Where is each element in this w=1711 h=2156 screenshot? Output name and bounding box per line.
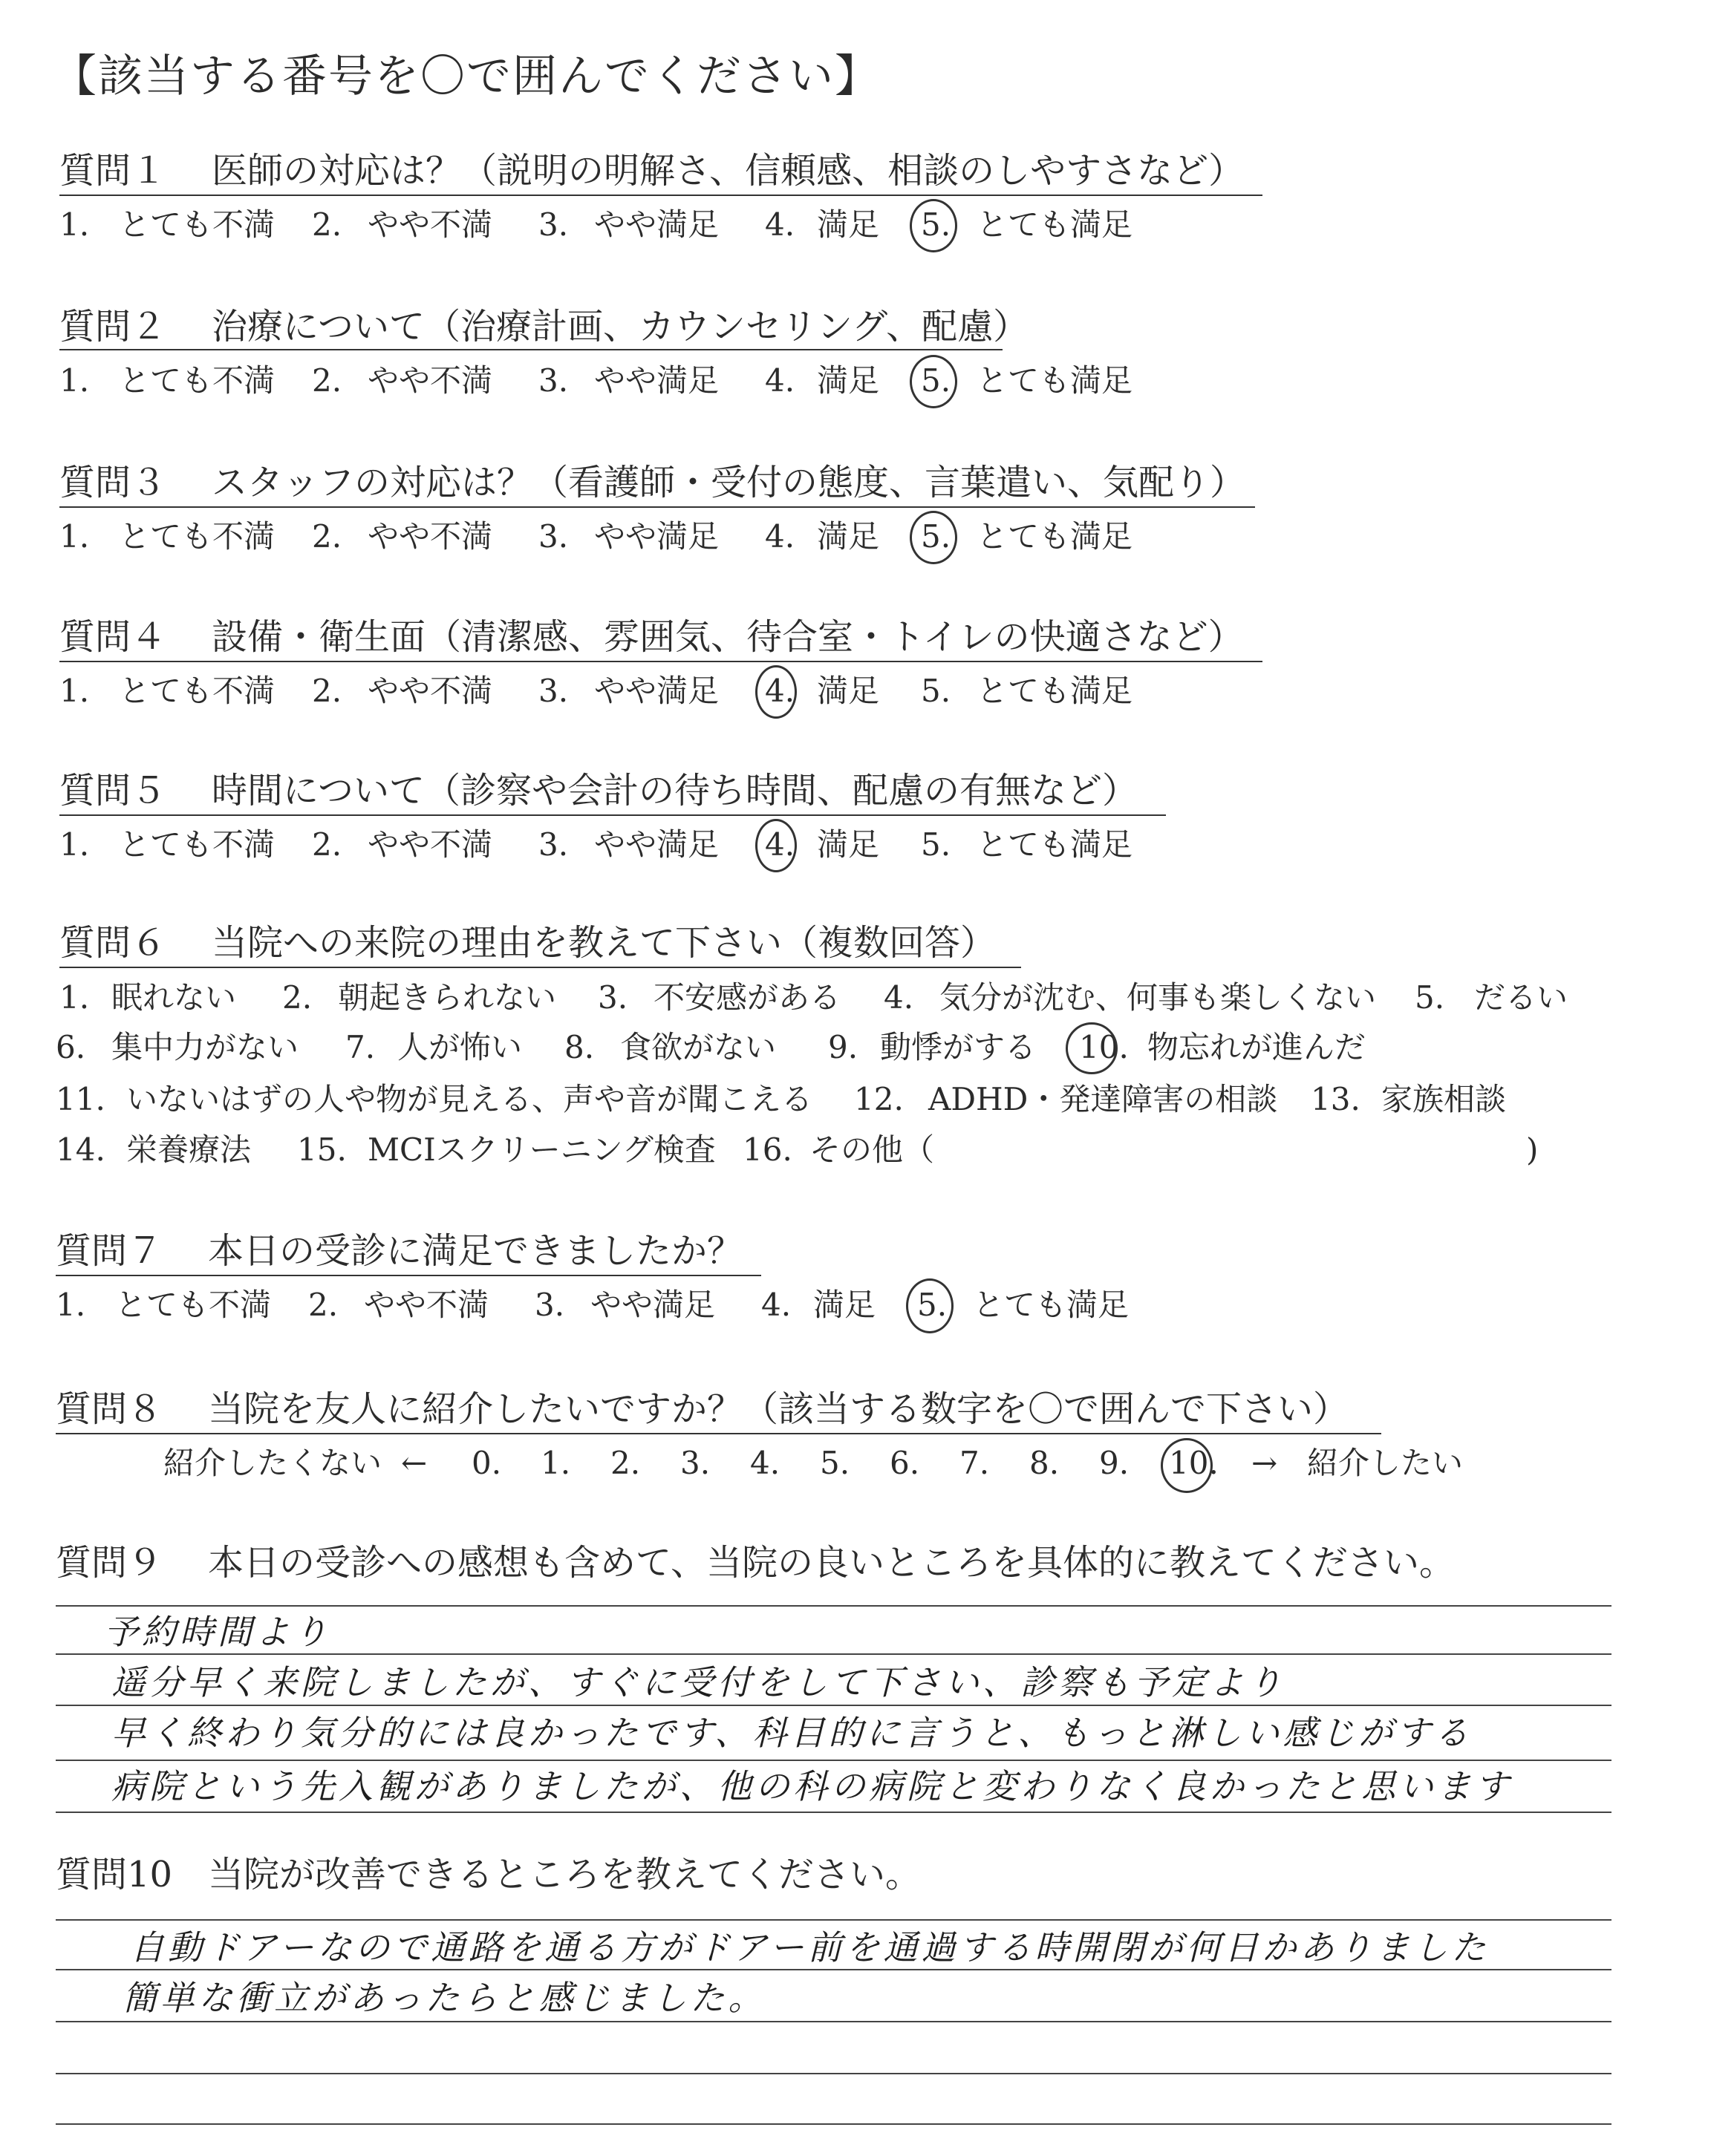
reason-9-num: 9. [828,1029,858,1065]
option-4-num: 4. [765,206,795,243]
question-6-title [59,921,996,965]
scale-right-arrow: → [1251,1445,1278,1481]
option-2-label: やや不満 [368,362,493,399]
scale-value-6: 6. [890,1445,920,1481]
option-3-num: 3. [538,673,569,709]
question-6-number: 質問６ [59,922,167,964]
option-1-num: 1. [59,673,90,709]
reason-10-num: 10. [1079,1029,1129,1065]
question-9-title [56,1541,1455,1585]
option-3-label: やや満足 [594,206,720,243]
question-3-underline [59,506,1255,508]
option-1-num: 1. [59,518,90,555]
option-1-label: とても不満 [115,1287,272,1323]
q10-ruled-line-2 [56,1969,1611,1970]
option-2-num: 2. [312,362,342,399]
option-1-label: とても不満 [119,673,276,709]
option-1-label: とても不満 [119,362,276,399]
option-5-label: とても満足 [977,362,1133,399]
option-4-num: 4. [765,673,795,709]
reason-3-label: 不安感がある [654,979,841,1016]
reason-12-num: 12. [854,1081,904,1117]
reason-13-num: 13. [1311,1081,1360,1117]
option-1-num: 1. [56,1287,86,1323]
option-2-label: やや不満 [368,673,493,709]
scale-value-10: 10. [1169,1445,1219,1481]
reason-6-num: 6. [56,1029,86,1065]
option-3-num: 3. [538,518,569,555]
scale-value-9: 9. [1099,1445,1130,1481]
q9-ruled-line-3 [56,1705,1611,1706]
option-4-label: 満足 [817,518,880,555]
question-6-text: 当院への来院の理由を教えて下さい（複数回答） [212,922,997,964]
scale-right-label: 紹介したい [1307,1445,1464,1481]
question-5-number: 質問５ [59,770,167,811]
page-header: 【該当する番号を〇で囲んでください】 [52,50,881,102]
reason-14-num: 14. [56,1131,105,1168]
question-2-underline [59,349,1003,350]
q9-answer-line-1: 予約時間より [104,1612,331,1652]
option-2-num: 2. [312,673,342,709]
option-3-label: やや満足 [594,673,720,709]
option-3-label: やや満足 [590,1287,716,1323]
question-5-title [59,768,1138,813]
option-2-label: やや不満 [364,1287,489,1323]
option-2-label: やや不満 [368,518,493,555]
question-5-text: 時間について（診察や会計の待ち時間、配慮の有無など） [212,770,1138,811]
q9-ruled-line-1 [56,1605,1611,1607]
reason-15-label: MCIスクリーニング検査 [368,1131,716,1168]
question-4-title [59,615,1244,659]
question-2-selected-circle [910,355,957,408]
option-1-label: とても不満 [119,206,276,243]
question-1-underline [59,195,1262,196]
option-5-num: 5. [921,673,951,709]
reason-3-num: 3. [598,979,628,1016]
q10-ruled-line-5 [56,2123,1611,2125]
q9-ruled-line-5 [56,1812,1611,1813]
option-2-num: 2. [308,1287,339,1323]
option-3-label: やや満足 [594,826,720,863]
question-7-selected-circle [906,1278,954,1333]
option-4-label: 満足 [817,673,880,709]
reason-16-label: その他（ [809,1131,935,1168]
option-4-num: 4. [761,1287,792,1323]
question-1-selected-circle [910,199,957,252]
question-3-number: 質問３ [59,462,167,503]
q10-ruled-line-4 [56,2073,1611,2074]
reason-16-num: 16. [743,1131,792,1168]
scale-left-arrow: ← [401,1445,428,1481]
question-4-underline [59,661,1262,662]
option-3-label: やや満足 [594,518,720,555]
question-2-title [59,304,1029,349]
question-3-title [59,460,1245,505]
scale-value-3: 3. [680,1445,711,1481]
question-8-underline [56,1433,1381,1434]
reason-4-label: 気分が沈む、何事も楽しくない [939,979,1377,1016]
question-6-underline [59,967,1021,968]
reason-8-label: 食欲がない [620,1029,777,1065]
question-2-number: 質問２ [59,306,167,347]
reason-11-num: 11. [56,1081,105,1117]
option-5-label: とても満足 [977,518,1133,555]
reason-13-label: 家族相談 [1381,1081,1507,1117]
question-1-text: 医師の対応は？（説明の明解さ、信頼感、相談のしやすさなど） [212,150,1245,192]
scale-value-7: 7. [959,1445,990,1481]
q10-answer-line-2: 簡単な衝立があったらと感じました。 [123,1978,766,2018]
option-4-num: 4. [765,362,795,399]
option-3-num: 3. [538,206,569,243]
question-3-text: スタッフの対応は？（看護師・受付の態度、言葉遣い、気配り） [212,462,1246,503]
q10-ruled-line-1 [56,1919,1611,1921]
option-2-num: 2. [312,826,342,863]
scale-value-8: 8. [1029,1445,1060,1481]
option-5-num: 5. [921,826,951,863]
reason-10-label: 物忘れが進んだ [1147,1029,1366,1065]
reason-1-label: 眠れない [111,979,237,1016]
reason-1-num: 1. [59,979,90,1016]
option-5-num: 5. [921,362,951,399]
option-2-num: 2. [312,518,342,555]
option-3-num: 3. [538,826,569,863]
option-3-num: 3. [538,362,569,399]
q10-ruled-line-3 [56,2021,1611,2022]
question-1-title [59,148,1244,193]
question-8-selected-circle [1161,1438,1213,1493]
question-3-selected-circle [910,511,957,564]
question-4-text: 設備・衛生面（清潔感、雰囲気、待合室・トイレの快適さなど） [212,616,1244,658]
option-4-label: 満足 [817,362,880,399]
question-4-selected-circle [755,665,797,719]
reason-5-num: 5. [1415,979,1445,1016]
question-10-number: 質問10 [56,1854,173,1895]
q9-ruled-line-2 [56,1653,1611,1655]
option-5-num: 5. [921,518,951,555]
scale-value-2: 2. [610,1445,641,1481]
question-9-text: 本日の受診への感想も含めて、当院の良いところを具体的に教えてください。 [208,1542,1456,1584]
reason-5-label: だるい [1474,979,1568,1016]
reason-11-label: いないはずの人や物が見える、声や音が聞こえる [126,1081,813,1117]
option-5-label: とても満足 [977,673,1133,709]
reason-6-label: 集中力がない [111,1029,299,1065]
option-1-num: 1. [59,826,90,863]
option-5-num: 5. [917,1287,948,1323]
option-5-label: とても満足 [977,826,1133,863]
option-4-label: 満足 [817,826,880,863]
question-8-title [56,1387,1349,1431]
option-4-num: 4. [765,518,795,555]
question-4-number: 質問４ [59,616,167,658]
reason-14-label: 栄養療法 [126,1131,252,1168]
question-5-underline [59,814,1166,816]
option-2-num: 2. [312,206,342,243]
reason-4-num: 4. [884,979,914,1016]
scale-value-5: 5. [820,1445,850,1481]
option-4-label: 満足 [817,206,880,243]
scale-value-4: 4. [750,1445,780,1481]
question-7-number: 質問７ [56,1230,163,1272]
reason-7-num: 7. [345,1029,376,1065]
question-10-title [56,1852,921,1897]
question-7-underline [56,1275,761,1276]
scale-value-1: 1. [541,1445,571,1481]
option-3-num: 3. [535,1287,565,1323]
option-2-label: やや不満 [368,206,493,243]
reason-15-num: 15. [297,1131,347,1168]
question-9-number: 質問９ [56,1542,163,1584]
option-5-num: 5. [921,206,951,243]
option-1-label: とても不満 [119,826,276,863]
q9-answer-line-2: 遥分早く来院しましたが、すぐに受付をして下さい、診察も予定より [111,1662,1285,1702]
scale-value-0: 0. [472,1445,502,1481]
reason-16-close: ) [1526,1131,1539,1168]
question-5-selected-circle [755,819,797,872]
option-5-label: とても満足 [977,206,1133,243]
option-4-num: 4. [765,826,795,863]
reason-7-label: 人が怖い [397,1029,523,1065]
question-1-number: 質問１ [59,150,167,192]
q9-answer-line-4: 病院という先入観がありましたが、他の科の病院と変わりなく良かったと思います [111,1766,1513,1806]
question-2-text: 治療について（治療計画、カウンセリング、配慮） [212,306,1029,347]
q10-answer-line-1: 自動ドアーなので通路を通る方がドアー前を通過する時開閉が何日かありました [130,1927,1490,1967]
reason-8-num: 8. [564,1029,595,1065]
question-6-selected-circle [1066,1022,1118,1074]
option-1-label: とても不満 [119,518,276,555]
question-10-text: 当院が改善できるところを教えてください。 [208,1854,922,1895]
scale-left-label: 紹介したくない [163,1445,382,1481]
reason-2-num: 2. [282,979,313,1016]
option-2-label: やや不満 [368,826,493,863]
question-7-title [56,1229,743,1273]
question-8-number: 質問８ [56,1388,163,1430]
option-4-label: 満足 [813,1287,876,1323]
reason-2-label: 朝起きられない [338,979,557,1016]
question-8-text: 当院を友人に紹介したいですか？（該当する数字を〇で囲んで下さい） [208,1388,1349,1430]
option-5-label: とても満足 [973,1287,1130,1323]
option-1-num: 1. [59,206,90,243]
option-1-num: 1. [59,362,90,399]
q9-ruled-line-4 [56,1760,1611,1761]
reason-9-label: 動悸がする [880,1029,1037,1065]
q9-answer-line-3: 早く終わり気分的には良かったです、科目的に言うと、もっと淋しい感じがする [111,1713,1473,1753]
option-3-label: やや満足 [594,362,720,399]
question-7-text: 本日の受診に満足できましたか？ [208,1230,743,1272]
reason-12-label: ADHD・発達障害の相談 [928,1081,1278,1117]
